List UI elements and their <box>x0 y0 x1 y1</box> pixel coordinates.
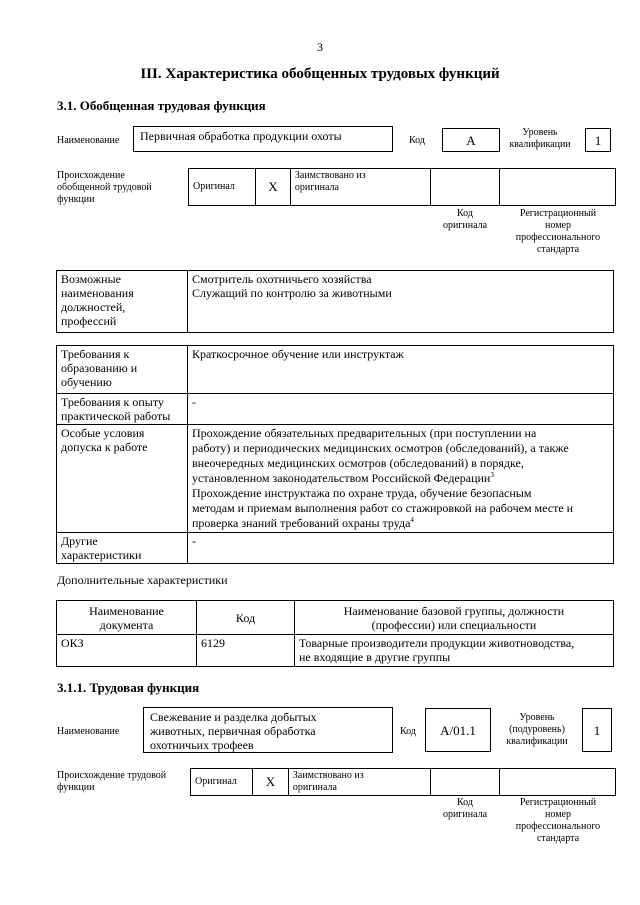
requirements-row-conditions <box>57 425 614 533</box>
requirements-table <box>56 345 614 564</box>
additional-header-name: Наименование базовой группы, должности (профессии) или специальности <box>295 601 614 635</box>
requirements-label: Особые условия допуска к работе <box>57 425 188 533</box>
additional-header-row <box>57 601 614 635</box>
gtf-code-label: Код <box>409 135 425 146</box>
gtf-name-value: Первичная обработка продукции охоты <box>133 126 393 152</box>
tf-original-label: Оригинал <box>191 769 253 796</box>
gtf-level-label: Уровень квалификации <box>509 127 571 150</box>
tf-reg-number-cell <box>500 769 616 796</box>
requirements-value: - <box>188 533 614 564</box>
gtf-borrowed-label: Заимствовано из оригинала <box>290 169 430 206</box>
tf-reg-number-caption: Регистрационный номер профессионального стандарта <box>515 797 601 844</box>
additional-doc: ОКЗ <box>57 635 197 667</box>
additional-header-code: Код <box>197 601 295 635</box>
gtf-code-original-cell <box>430 169 500 206</box>
positions-table <box>56 270 614 333</box>
gtf-original-mark: X <box>255 169 290 206</box>
tf-origin-table <box>190 768 616 796</box>
additional-table <box>56 600 614 667</box>
requirements-row-experience <box>57 394 614 425</box>
footnote-mark: 4 <box>410 516 414 524</box>
tf-level-label: Уровень (подуровень) квалификации <box>506 712 568 747</box>
gtf-reg-number-caption: Регистрационный номер профессионального стандарта <box>515 208 601 255</box>
tf-code-original-caption: Код оригинала <box>442 797 488 820</box>
additional-header-doc: Наименование документа <box>57 601 197 635</box>
tf-borrowed-label: Заимствовано из оригинала <box>288 769 430 796</box>
page-number: 3 <box>317 40 323 54</box>
requirements-label: Требования к образованию и обучению <box>57 346 188 394</box>
requirements-row-other <box>57 533 614 564</box>
requirements-row-education <box>57 346 614 394</box>
gtf-name-label: Наименование <box>57 135 120 146</box>
tf-original-mark: X <box>252 769 288 796</box>
gtf-code-value: А <box>442 128 500 152</box>
section-title: III. Характеристика обобщенных трудовых функций <box>140 66 500 82</box>
requirements-label: Другие характеристики <box>57 533 188 564</box>
tf-name-value: Свежевание и разделка добытых животных, первичная обработка охотничьих трофеев <box>143 707 393 753</box>
requirements-label: Требования к опыту практической работы <box>57 394 188 425</box>
positions-label: Возможные наименования должностей, профессий <box>57 271 188 333</box>
tf-heading: 3.1.1. Трудовая функция <box>57 680 200 695</box>
gtf-original-label: Оригинал <box>189 169 256 206</box>
footnote-mark: 3 <box>490 471 494 479</box>
gtf-code-original-caption: Код оригинала <box>442 208 488 231</box>
tf-origin-label: Происхождение трудовой функции <box>57 770 167 793</box>
tf-level-value: 1 <box>582 708 612 752</box>
tf-code-value: А/01.1 <box>425 708 491 752</box>
tf-code-label: Код <box>400 726 416 737</box>
tf-name-label: Наименование <box>57 726 120 737</box>
additional-code: 6129 <box>197 635 295 667</box>
gtf-reg-number-cell <box>500 169 616 206</box>
gtf-heading: 3.1. Обобщенная трудовая функция <box>57 98 266 113</box>
gtf-origin-table <box>188 168 616 206</box>
tf-code-original-cell <box>430 769 500 796</box>
requirements-value: Краткосрочное обучение или инструктаж <box>188 346 614 394</box>
additional-heading: Дополнительные характеристики <box>57 573 228 587</box>
table-row <box>57 635 614 667</box>
requirements-value: - <box>188 394 614 425</box>
positions-values: Смотритель охотничьего хозяйства Служащий по контролю за животными <box>188 271 614 333</box>
additional-name: Товарные производители продукции животноводства, не входящие в другие группы <box>295 635 614 667</box>
gtf-origin-label: Происхождение обобщенной трудовой функции <box>57 170 152 205</box>
requirements-value: Прохождение обязательных предварительных (при поступлении на работу) и периодических медицинских осмотров (обследований), а также внеочередных медицинских осмотров (обследований) в порядке, установленном законодательством Российской Федерации$^3$ Прохождение инструктажа по охране труда, обучение безопасным методам и приемам выполнения работ со стажировкой на рабочем месте и проверка знаний требований охраны труда$^4$ <box>188 425 614 533</box>
gtf-level-value: 1 <box>585 128 611 152</box>
